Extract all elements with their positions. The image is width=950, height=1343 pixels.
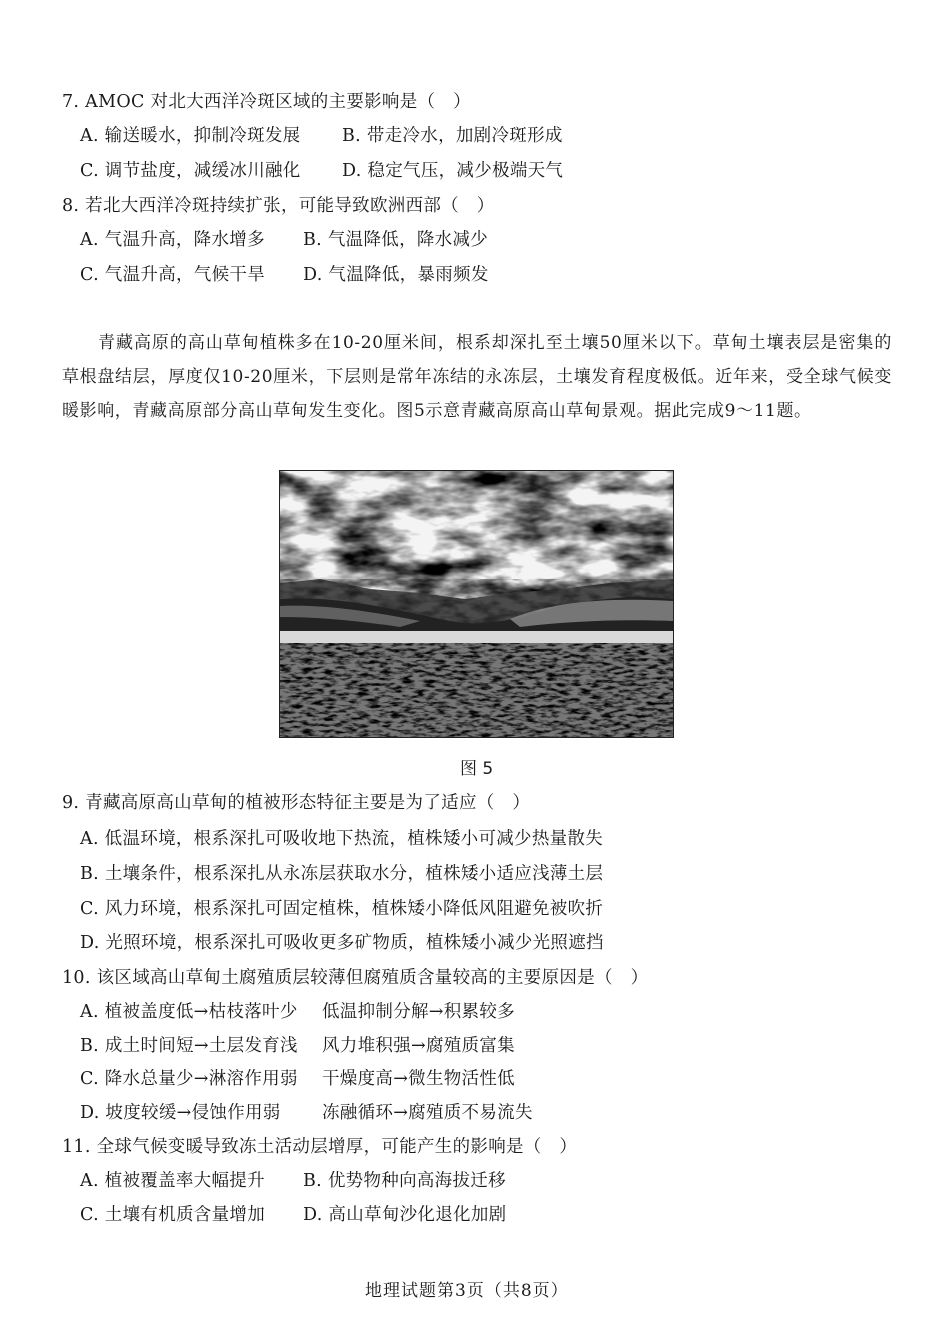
- q10-option-b-part1: B. 成土时间短→土层发育浅: [80, 1036, 298, 1056]
- q7-option-d: D. 稳定气压，减少极端天气: [342, 161, 564, 181]
- q11-option-b: B. 优势物种向高海拔迁移: [303, 1171, 506, 1191]
- q7-option-c: C. 调节盐度，减缓冰川融化: [80, 161, 301, 181]
- q10-option-a-part1: A. 植被盖度低→枯枝落叶少: [80, 1002, 298, 1022]
- q10-option-d-part1: D. 坡度较缓→侵蚀作用弱: [80, 1103, 281, 1123]
- q9-option-d: D. 光照环境，根系深扎可吸收更多矿物质，植株矮小减少光照遮挡: [80, 933, 604, 953]
- q8-option-c: C. 气温升高，气候干旱: [80, 265, 265, 285]
- q9-option-a: A. 低温环境，根系深扎可吸收地下热流，植株矮小可减少热量散失: [80, 829, 604, 849]
- q11-option-d: D. 高山草甸沙化退化加剧: [303, 1205, 507, 1225]
- q8-option-b: B. 气温降低，降水减少: [303, 230, 489, 250]
- page-footer: 地理试题第3页（共8页）: [365, 1281, 569, 1301]
- q8-option-a: A. 气温升高，降水增多: [80, 230, 265, 250]
- q9-option-b: B. 土壤条件，根系深扎从永冻层获取水分，植株矮小适应浅薄土层: [80, 864, 604, 884]
- q10-stem: 10. 该区域高山草甸土腐殖质层较薄但腐殖质含量较高的主要原因是（ ）: [62, 968, 649, 988]
- q8-stem: 8. 若北大西洋冷斑持续扩张，可能导致欧洲西部（ ）: [62, 196, 495, 216]
- meadow-landscape-photo: [279, 470, 674, 738]
- q9-option-c: C. 风力环境，根系深扎可固定植株，植株矮小降低风阻避免被吹折: [80, 899, 604, 919]
- q10-option-c-part2: 干燥度高→微生物活性低: [322, 1069, 515, 1089]
- q7-option-a: A. 输送暖水，抑制冷斑发展: [80, 126, 301, 146]
- q10-option-a-part2: 低温抑制分解→积累较多: [322, 1002, 515, 1022]
- passage-text: 青藏高原的高山草甸植株多在10-20厘米间，根系却深扎至土壤50厘米以下。草甸土壤表层是密集的草根盘结层，厚度仅10-20厘米，下层则是常年冻结的永冻层，土壤发育程度极低。近年来，受全球气候变暖影响，青藏高原部分高山草甸发生变化。图5示意青藏高原高山草甸景观。据此完成9～11题。: [62, 333, 892, 421]
- q11-stem: 11. 全球气候变暖导致冻土活动层增厚，可能产生的影响是（ ）: [62, 1137, 578, 1157]
- q10-option-d-part2: 冻融循环→腐殖质不易流失: [322, 1103, 533, 1123]
- figure-caption: 图 5: [460, 759, 494, 779]
- q7-option-b: B. 带走冷水，加剧冷斑形成: [342, 126, 563, 146]
- q11-option-a: A. 植被覆盖率大幅提升: [80, 1171, 265, 1191]
- q10-option-b-part2: 风力堆积强→腐殖质富集: [322, 1036, 515, 1056]
- q8-option-d: D. 气温降低，暴雨频发: [303, 265, 489, 285]
- q7-stem: 7. AMOC 对北大西洋冷斑区域的主要影响是（ ）: [62, 92, 471, 112]
- q11-option-c: C. 土壤有机质含量增加: [80, 1205, 265, 1225]
- q10-option-c-part1: C. 降水总量少→淋溶作用弱: [80, 1069, 298, 1089]
- q9-stem: 9. 青藏高原高山草甸的植被形态特征主要是为了适应（ ）: [62, 793, 531, 813]
